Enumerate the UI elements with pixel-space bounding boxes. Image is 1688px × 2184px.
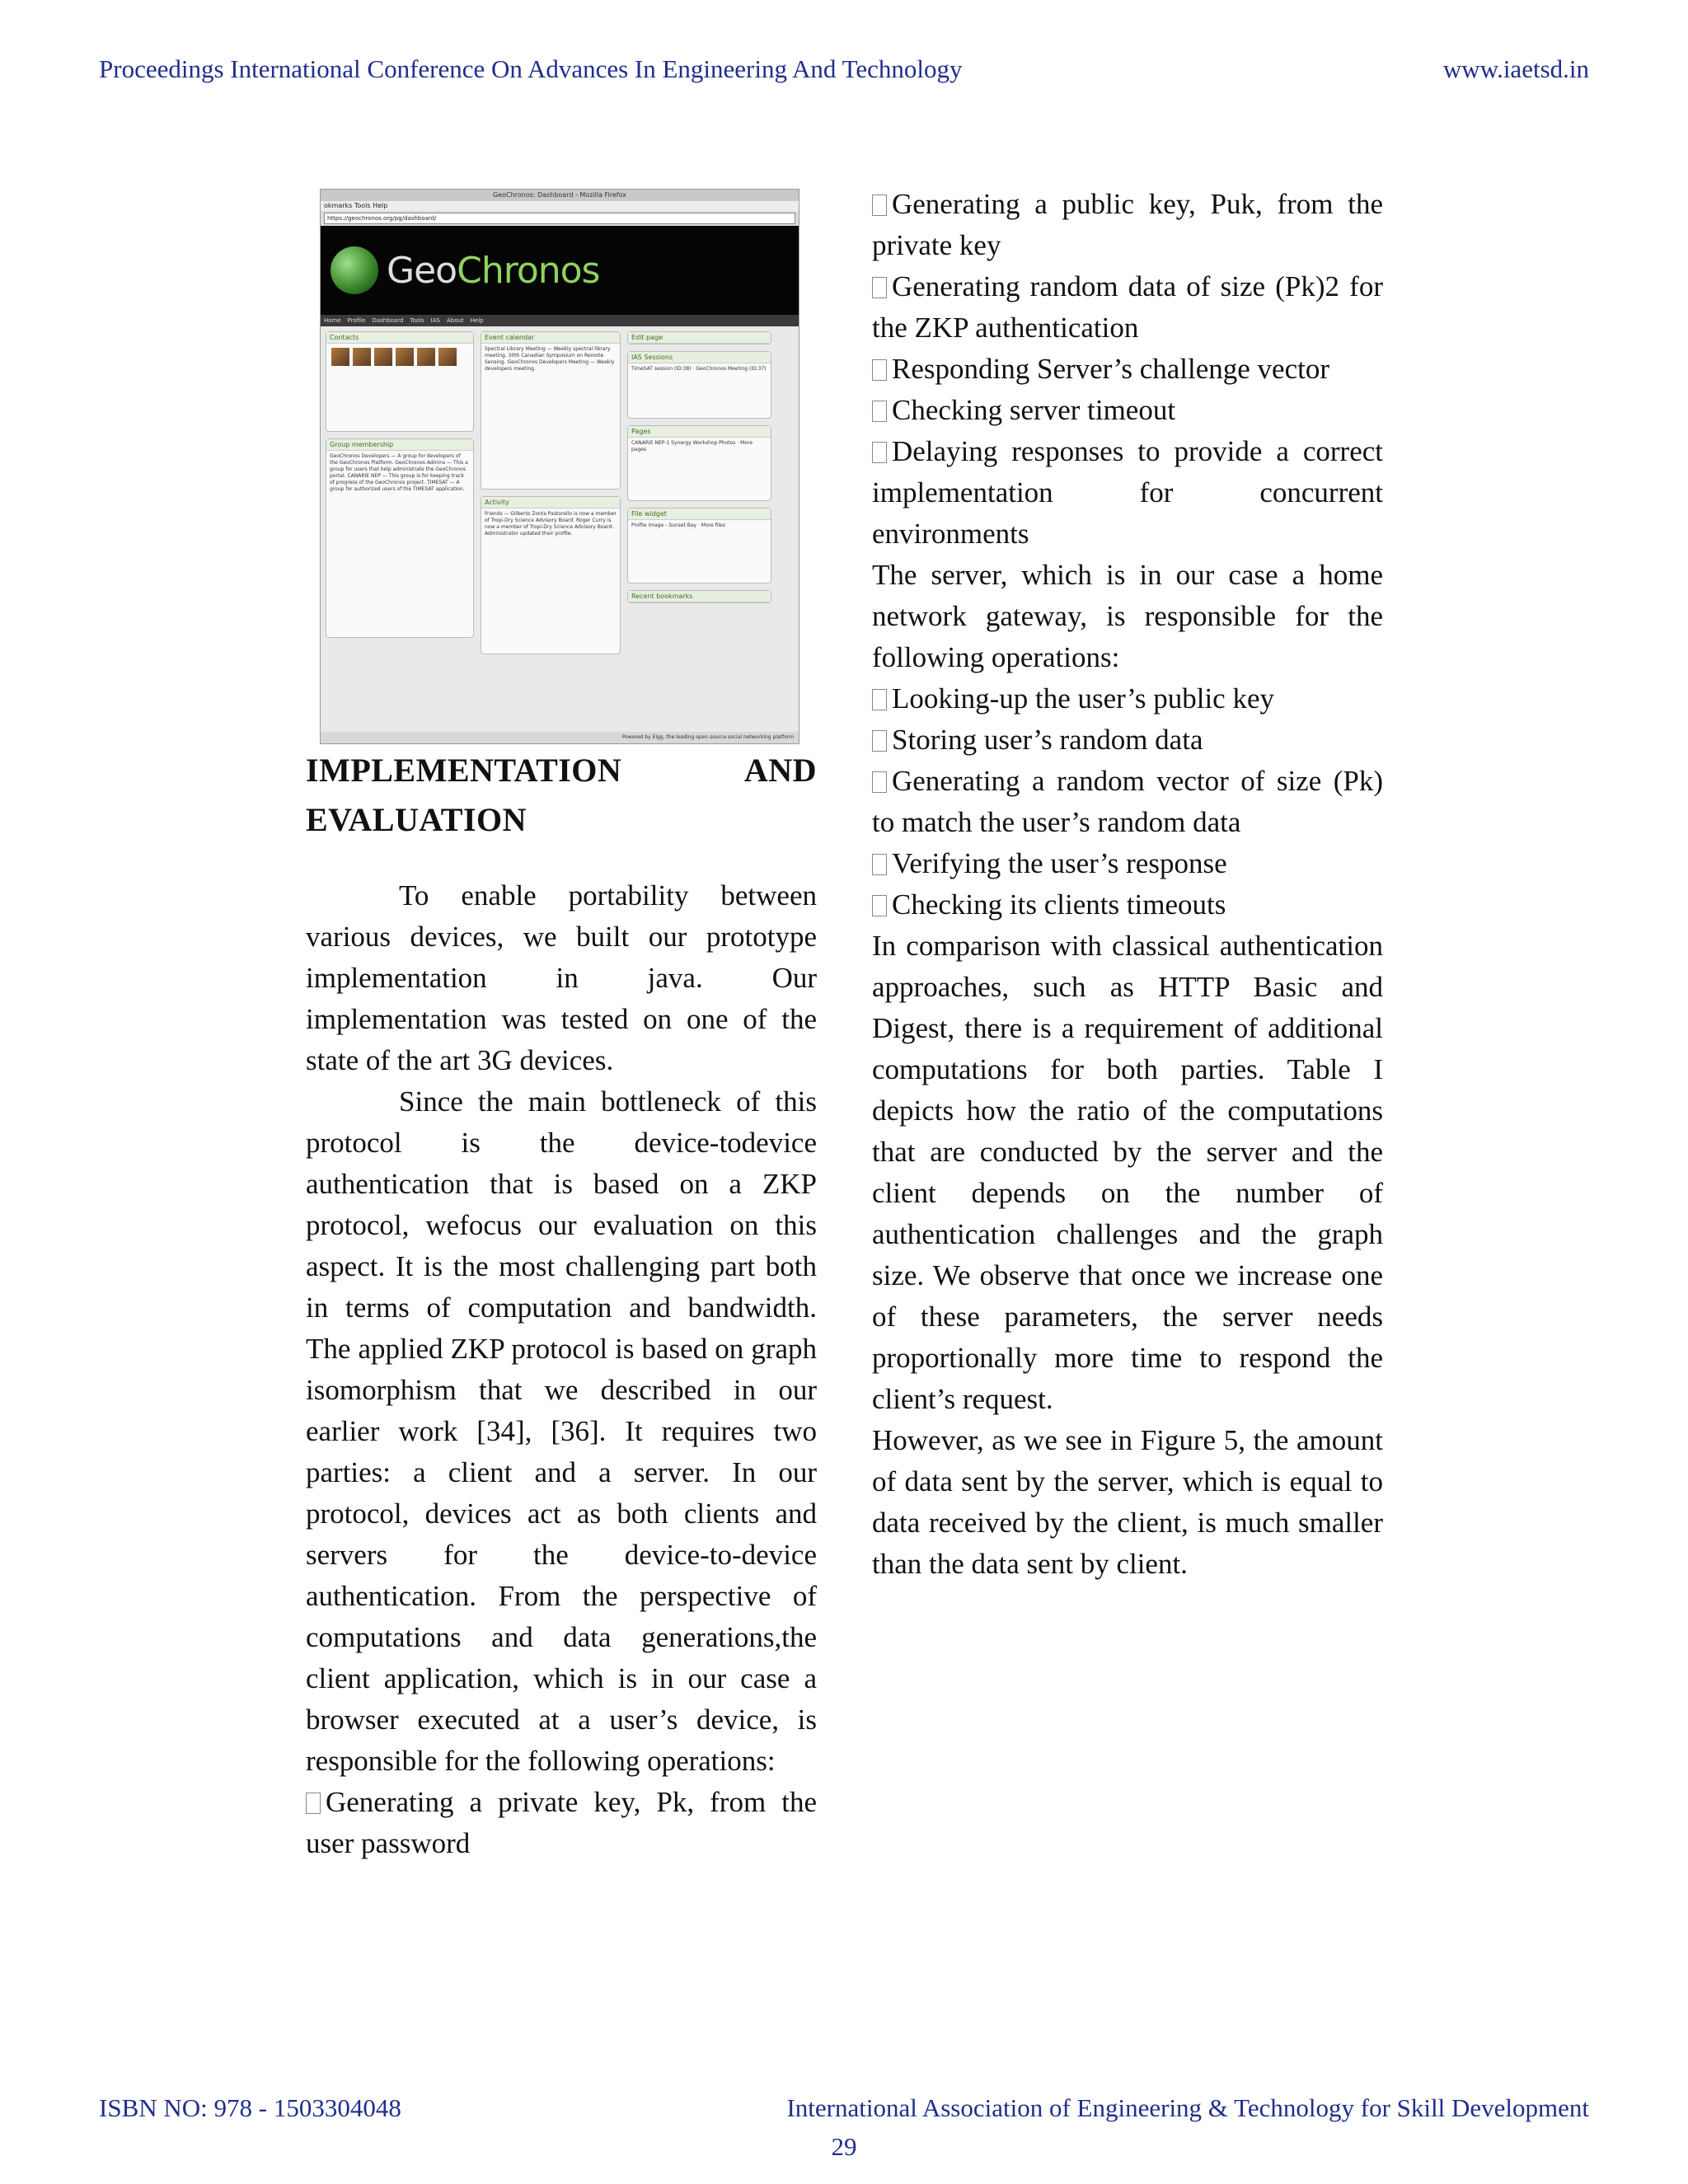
heading-word: AND — [743, 752, 817, 789]
url-text: https://geochronos.org/pg/dashboard/ — [324, 213, 795, 224]
paragraph: To enable portability between various devices, we built our prototype implementation in java. Our implementation was tested on one of the state of the art 3G devices. — [306, 879, 817, 1076]
nav-item: Home — [324, 317, 341, 324]
recent-bookmarks-widget: Recent bookmarks — [627, 590, 771, 603]
running-header-url: www.iaetsd.in — [1442, 54, 1589, 83]
bullet-item: Storing user’s random data — [872, 719, 1383, 761]
file-widget: File widget Profile image - Sunset Bay · More files — [627, 508, 771, 583]
bullet-item: Checking server timeout — [872, 390, 1383, 431]
section-heading — [306, 746, 817, 845]
browser-menu-bar: okmarks Tools Help — [321, 201, 799, 211]
bullet-box-icon — [872, 730, 887, 752]
bullet-item: Verifying the user’s response — [872, 843, 1383, 884]
browser-window-title: GeoChronos: Dashboard - Mozilla Firefox — [321, 190, 799, 201]
nav-item: Help — [470, 317, 484, 324]
bullet-item: Generating a random vector of size (Pk) to match the user’s random data — [872, 765, 1383, 838]
heading-word: IMPLEMENTATION — [306, 752, 622, 789]
dashboard-column-right — [627, 331, 771, 654]
geochronos-screenshot-figure — [320, 189, 799, 744]
bullet-box-icon — [306, 1793, 321, 1814]
bullet-box-icon — [872, 442, 887, 463]
bullet-item: Generating random data of size (Pk)2 for the ZKP authentication — [872, 270, 1383, 344]
dashboard-body — [321, 326, 799, 659]
paragraph: Since the main bottleneck of this protocol is the device-todevice authentication that is based on a ZKP protocol, wefocus our evaluation on this aspect. It is the most challenging part both in terms of computation and bandwidth. The applied ZKP protocol is based on graph isomorphism that we described in our earlier work [34], [36]. It requires two parties: a client and a server. In our protocol, devices act as both clients and servers for the device-to-device authentication. From the perspective of computations and data generations,the client application, which is in our case a browser executed at a user’s device, is responsible for the following operations: — [306, 1085, 817, 1777]
paragraph: However, as we see in Figure 5, the amount of data sent by the server, which is equal to data received by the client, is much smaller than the data sent by client. — [872, 1424, 1383, 1580]
group-membership-widget: Group membership GeoChronos Developers — A group for developers of the GeoChronos Platform. GeoChronos Admins — This a group for users that help administrate the GeoChronos portal. CANARIE NEP — This group is for keeping track of progress of the GeoChronos project. TIMESAT — A group for authorized users of the TIMESAT application. — [326, 438, 474, 638]
nav-item: IAS — [430, 317, 440, 324]
footer-publisher: International Association of Engineering & Technology for Skill Development — [786, 2093, 1589, 2122]
bullet-box-icon — [872, 194, 887, 216]
left-text-column — [306, 746, 817, 1864]
bullet-item: Responding Server’s challenge vector — [872, 349, 1383, 390]
dashboard-column-left — [326, 331, 474, 654]
running-header-title: Proceedings International Conference On Advances In Engineering And Technology — [99, 54, 963, 83]
bullet-box-icon — [872, 895, 887, 916]
geochronos-banner — [321, 226, 799, 315]
nav-item: About — [446, 317, 464, 324]
heading-word: EVALUATION — [306, 801, 528, 838]
edit-page-widget: Edit page — [627, 331, 771, 344]
bullet-item: Generating a public key, Puk, from the private key — [872, 188, 1383, 261]
nav-item: Profile — [347, 317, 366, 324]
browser-url-bar — [321, 211, 799, 226]
bullet-item: Generating a private key, Pk, from the user password — [306, 1786, 817, 1859]
bullet-box-icon — [872, 854, 887, 875]
footer-isbn: ISBN NO: 978 - 1503304048 — [99, 2093, 401, 2122]
pages-widget: Pages CANARIE NEP-1 Synergy Workshop Photos · More pages — [627, 425, 771, 501]
contacts-widget: Contacts — [326, 331, 474, 432]
page-number: 29 — [831, 2132, 857, 2161]
nav-item: Tools — [410, 317, 424, 324]
nav-item: Dashboard — [372, 317, 404, 324]
powered-by-footer: Powered by Elgg, the leading open source social networking platform — [321, 732, 799, 743]
bullet-box-icon — [872, 771, 887, 793]
bullet-box-icon — [872, 401, 887, 422]
geochronos-logo-text: GeoChronos — [387, 249, 600, 292]
bullet-item: Checking its clients timeouts — [872, 884, 1383, 926]
globe-logo-icon — [331, 246, 378, 294]
right-text-column — [872, 184, 1383, 1585]
site-nav-bar — [321, 315, 799, 326]
bullet-item: Looking-up the user’s public key — [872, 678, 1383, 719]
dashboard-column-mid — [481, 331, 621, 654]
bullet-box-icon — [872, 277, 887, 298]
paragraph: In comparison with classical authentication approaches, such as HTTP Basic and Digest, there is a requirement of additional computations for both parties. Table I depicts how the ratio of the computations that are conducted by the server and the client depends on the number of authentication challenges and the graph size. We observe that once we increase one of these parameters, the server needs proportionally more time to respond the client’s request. — [872, 930, 1383, 1415]
ias-sessions-widget: IAS Sessions TimeSAT session (ID:38) · GeoChronos Meeting (ID:37) — [627, 351, 771, 419]
bullet-box-icon — [872, 359, 887, 381]
bullet-item: Delaying responses to provide a correct implementation for concurrent environments — [872, 435, 1383, 550]
bullet-box-icon — [872, 689, 887, 710]
activity-widget: Activity Friends — Gilberto Zonta Pastorello is now a member of Tropi-Dry Science Advisory Board. Roger Curry is now a member of Tropi-Dry Science Advisory Board. Administrator updated their profile. — [481, 496, 621, 654]
event-calendar-widget: Event calendar Spectral Library Meeting — Weekly spectral library meeting. 30th Canadian Symposium on Remote Sensing. GeoChronos Developers Meeting — Weekly developers meeting. — [481, 331, 621, 490]
paragraph: The server, which is in our case a home network gateway, is responsible for the following operations: — [872, 559, 1383, 673]
